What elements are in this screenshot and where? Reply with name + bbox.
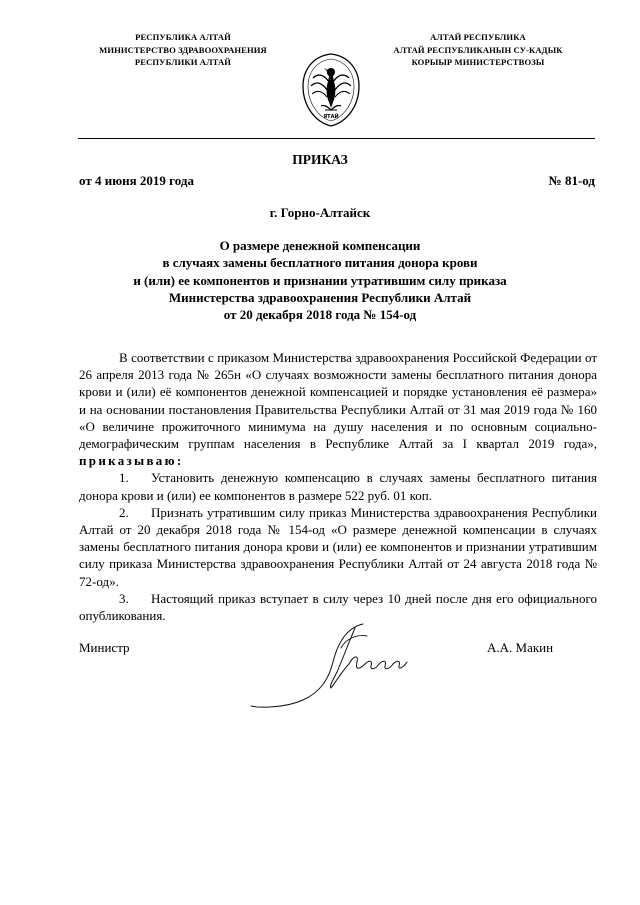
header-right-line-1: АЛТАЙ РЕСПУБЛИКА <box>430 32 526 42</box>
decree-word: приказываю: <box>79 453 184 469</box>
header-left-line-1: РЕСПУБЛИКА АЛТАЙ <box>135 32 231 42</box>
order-date: от 4 июня 2019 года <box>79 173 194 188</box>
item-number: 1. <box>119 470 129 486</box>
order-subject <box>0 237 640 323</box>
order-number: № 81-од <box>548 173 595 188</box>
header-left-line-2: МИНИСТЕРСТВО ЗДРАВООХРАНЕНИЯ <box>99 44 267 55</box>
item-text: Установить денежную компенсацию в случаях замены бесплатного питания донора крови и (или) ее компонентов в размере 522 руб. 01 коп. <box>79 470 597 503</box>
header-right-line-2: АЛТАЙ РЕСПУБЛИКАНЫН СУ-КАДЫК <box>393 44 563 55</box>
subject-line-1: О размере денежной компенсации <box>219 238 421 253</box>
item-text: Признать утратившим силу приказ Министерства здравоохранения Республики Алтай от 20 декабря 2018 года № 154-од «О размере денежной компенсации в случаях замены бесплатного питания донора крови и (или) ее компонентов и признании утратившим силу приказа Министерства здравоохранения Республики Алтай от 24 августа 2018 года № 72-од». <box>79 504 597 589</box>
emblem-text: ЯТАЙ <box>323 114 339 120</box>
subject-line-2: в случаях замены бесплатного питания донора крови <box>162 255 478 271</box>
preamble-paragraph <box>79 349 597 469</box>
order-item-2 <box>79 504 597 590</box>
header-right-block <box>364 31 592 69</box>
signatory-role: Министр <box>79 640 130 655</box>
header-divider <box>78 138 595 139</box>
subject-line-4: Министерства здравоохранения Республики Алтай <box>168 289 472 305</box>
subject-line-3: и (или) ее компонентов и признании утратившим силу приказа <box>133 272 507 288</box>
header-left-line-3: РЕСПУБЛИКИ АЛТАЙ <box>134 57 232 67</box>
header-right-line-3: КОРЫЫР МИНИСТЕРСТВОЗЫ <box>411 57 545 67</box>
order-body <box>79 349 597 624</box>
item-number: 2. <box>119 504 129 520</box>
subject-line-5: от 20 декабря 2018 года № 154-од <box>223 307 417 323</box>
signature-icon <box>245 618 415 713</box>
order-city: г. Горно-Алтайск <box>269 205 371 220</box>
coat-of-arms-icon <box>299 52 363 128</box>
header-left-block <box>78 31 288 69</box>
signatory-name: А.А. Макин <box>487 640 554 655</box>
item-number: 3. <box>119 590 129 606</box>
order-title: ПРИКАЗ <box>292 152 348 167</box>
order-item-1 <box>79 469 597 503</box>
preamble-text: В соответствии с приказом Министерства здравоохранения Российской Федерации от 26 апреля 2013 года № 265н «О случаях возможности замены бесплатного питания донора крови и (или) её компонентов денежной компенсацией и порядке установления её размера» и на основании постановления Правительства Республики Алтай от 31 мая 2019 года № 160 «О величине прожиточного минимума на душу населения и по основным социально-демографическим группам населения в Республике Алтай за I квартал 2019 года», <box>79 350 597 452</box>
item-text: Настоящий приказ вступает в силу через 10 дней после дня его официального опубликования. <box>79 590 597 624</box>
